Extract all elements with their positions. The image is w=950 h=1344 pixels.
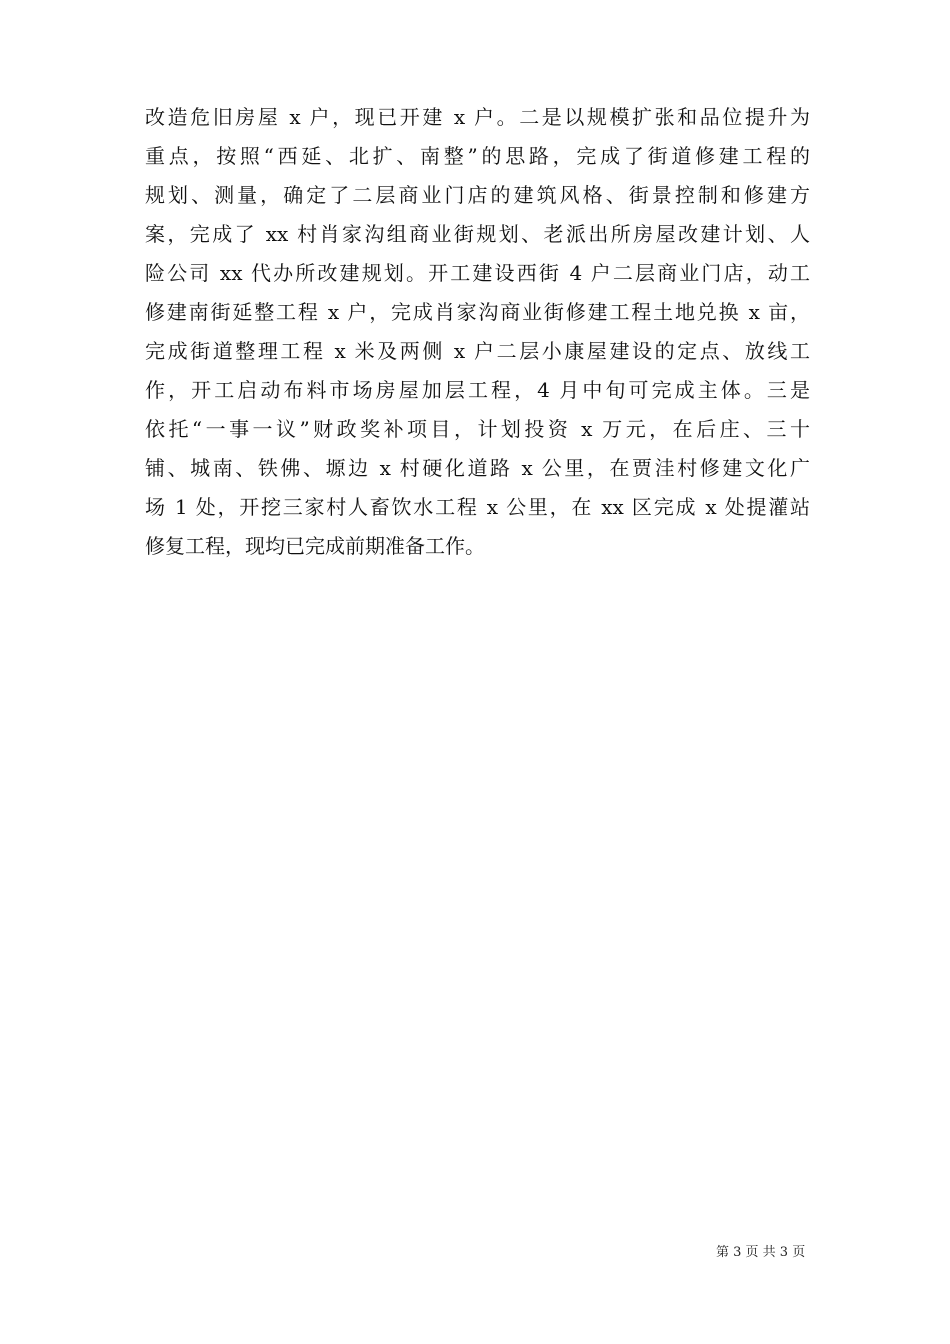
- text-line: 铺、城南、铁佛、塬边 x 村硬化道路 x 公里，在贾洼村修建文化广: [145, 456, 810, 480]
- text-line: 作，开工启动布料市场房屋加层工程，4 月中旬可完成主体。三是: [145, 378, 810, 402]
- text-line: 险公司 xx 代办所改建规划。开工建设西街 4 户二层商业门店，动工: [145, 261, 810, 285]
- text-line: 场 1 处，开挖三家村人畜饮水工程 x 公里，在 xx 区完成 x 处提灌站: [145, 495, 810, 519]
- text-line: 依托“一事一议”财政奖补项目，计划投资 x 万元，在后庄、三十: [145, 417, 810, 441]
- text-line: 案，完成了 xx 村肖家沟组商业街规划、老派出所房屋改建计划、人: [145, 222, 810, 246]
- text-line: 重点，按照“西延、北扩、南整”的思路，完成了街道修建工程的: [145, 144, 810, 168]
- body-paragraph: [145, 98, 810, 566]
- text-line: 修建南街延整工程 x 户，完成肖家沟商业街修建工程土地兑换 x 亩，: [145, 300, 810, 324]
- text-line: 完成街道整理工程 x 米及两侧 x 户二层小康屋建设的定点、放线工: [145, 339, 810, 363]
- text-line: 改造危旧房屋 x 户，现已开建 x 户。二是以规模扩张和品位提升为: [145, 105, 810, 129]
- text-line: 修复工程，现均已完成前期准备工作。: [145, 534, 485, 558]
- page-footer: 第 3 页 共 3 页: [716, 1245, 806, 1260]
- text-line: 规划、测量，确定了二层商业门店的建筑风格、街景控制和修建方: [145, 183, 810, 207]
